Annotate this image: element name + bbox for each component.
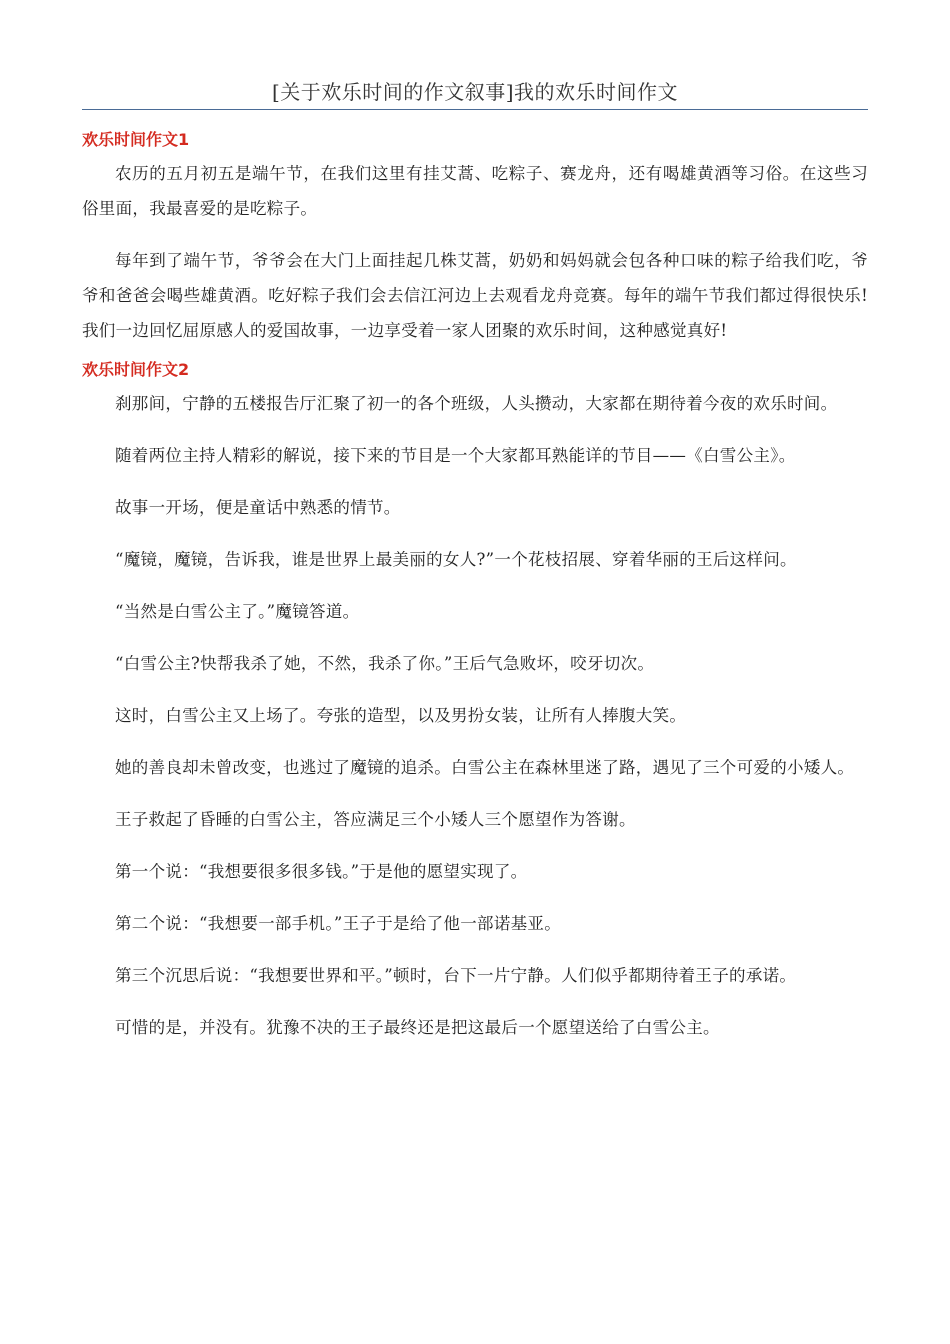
paragraph: 每年到了端午节，爷爷会在大门上面挂起几株艾蒿，奶奶和妈妈就会包各种口味的粽子给我们吃，爷爷和爸爸会喝些雄黄酒。吃好粽子我们会去信江河边上去观看龙舟竞赛。每年的端午节我们都过得很快乐!我们一边回忆屈原感人的爱国故事，一边享受着一家人团聚的欢乐时间，这种感觉真好! bbox=[82, 251, 868, 340]
paragraph: 第一个说：“我想要很多很多钱。”于是他的愿望实现了。 bbox=[115, 862, 528, 881]
paragraph: “魔镜，魔镜，告诉我，谁是世界上最美丽的女人?”一个花枝招展、穿着华丽的王后这样问。 bbox=[115, 550, 797, 569]
paragraph: 可惜的是，并没有。犹豫不决的王子最终还是把这最后一个愿望送给了白雪公主。 bbox=[115, 1018, 720, 1037]
paragraph: 农历的五月初五是端午节，在我们这里有挂艾蒿、吃粽子、赛龙舟，还有喝雄黄酒等习俗。在这些习俗里面，我最喜爱的是吃粽子。 bbox=[82, 164, 868, 218]
paragraph: 随着两位主持人精彩的解说，接下来的节目是一个大家都耳熟能详的节目——《白雪公主》。 bbox=[115, 446, 796, 465]
paragraph: “白雪公主?快帮我杀了她，不然，我杀了你。”王后气急败坏，咬牙切次。 bbox=[115, 654, 655, 673]
section-heading-2: 欢乐时间作文2 bbox=[82, 360, 190, 379]
document-body bbox=[82, 127, 868, 1045]
paragraph: 她的善良却未曾改变，也逃过了魔镜的追杀。白雪公主在森林里迷了路，遇见了三个可爱的小矮人。 bbox=[115, 758, 855, 777]
paragraph: 第三个沉思后说：“我想要世界和平。”顿时，台下一片宁静。人们似乎都期待着王子的承诺。 bbox=[115, 966, 797, 985]
paragraph: 这时，白雪公主又上场了。夸张的造型，以及男扮女装，让所有人捧腹大笑。 bbox=[115, 706, 687, 725]
paragraph: 王子救起了昏睡的白雪公主，答应满足三个小矮人三个愿望作为答谢。 bbox=[115, 810, 636, 829]
paragraph: 刹那间，宁静的五楼报告厅汇聚了初一的各个班级，人头攒动，大家都在期待着今夜的欢乐时间。 bbox=[115, 394, 838, 413]
section-heading-1: 欢乐时间作文1 bbox=[82, 130, 190, 149]
paragraph: 第二个说：“我想要一部手机。”王子于是给了他一部诺基亚。 bbox=[115, 914, 562, 933]
paragraph: “当然是白雪公主了。”魔镜答道。 bbox=[115, 602, 360, 621]
paragraph: 故事一开场，便是童话中熟悉的情节。 bbox=[115, 498, 401, 517]
title-divider bbox=[82, 109, 868, 110]
document-title: [关于欢乐时间的作文叙事]我的欢乐时间作文 bbox=[271, 80, 679, 104]
